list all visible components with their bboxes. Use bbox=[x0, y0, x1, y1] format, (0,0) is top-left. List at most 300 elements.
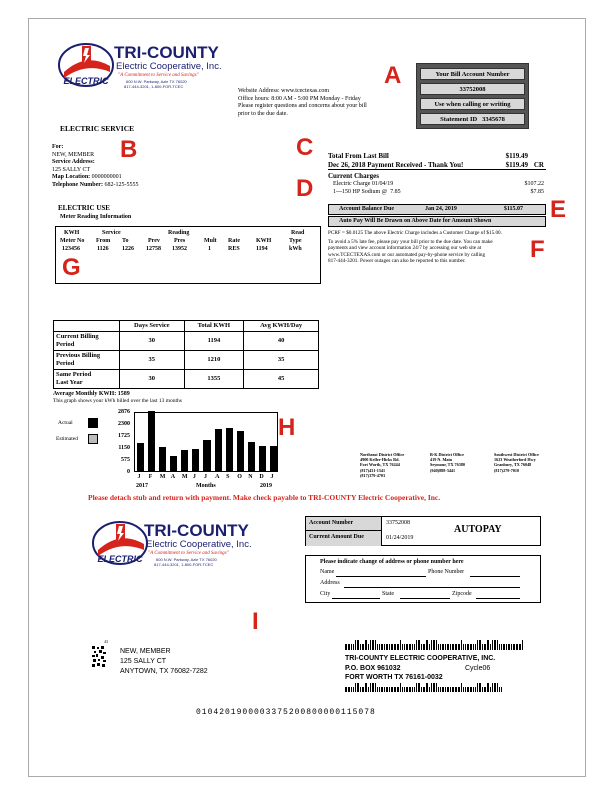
barcode-bar bbox=[381, 687, 383, 692]
barcode-bar bbox=[389, 644, 390, 650]
y-tick-label: 1725 bbox=[118, 433, 130, 439]
statement-value: 3345678 bbox=[482, 116, 505, 123]
usage-avg: 45 bbox=[244, 369, 319, 388]
avg-monthly-kwh: Average Monthly KWH: 1589 bbox=[53, 391, 130, 397]
barcode-bar bbox=[477, 640, 478, 650]
stub-company-subname: Electric Cooperative, Inc. bbox=[146, 539, 252, 550]
usage-avg: 40 bbox=[244, 331, 319, 350]
office-phone: (817)279-7010 bbox=[494, 467, 520, 473]
remit-cycle: Cycle06 bbox=[465, 664, 491, 672]
barcode-bar bbox=[450, 687, 451, 692]
barcode-bar bbox=[416, 640, 417, 650]
logo-emblem bbox=[92, 520, 150, 566]
header-note-1: Please register questions and concerns about your bill bbox=[238, 103, 367, 109]
barcode-bar bbox=[394, 687, 396, 692]
city-label: City bbox=[320, 591, 331, 597]
barcode-bar bbox=[418, 640, 420, 650]
chart-bar bbox=[181, 450, 188, 471]
statement-label: Statement ID bbox=[440, 116, 478, 123]
office-line1: 419 N. Main bbox=[430, 457, 452, 463]
total-last-bill-label: Total From Last Bill bbox=[328, 152, 389, 160]
usage-row-label1: Same Period bbox=[56, 371, 92, 378]
legend-actual-label: Actual bbox=[58, 420, 73, 426]
barcode-bar bbox=[409, 644, 411, 650]
meter-col-prev: Prev bbox=[148, 238, 160, 244]
barcode-bar bbox=[494, 683, 496, 692]
barcode-bar bbox=[445, 644, 446, 650]
marker-d: D bbox=[296, 175, 314, 202]
usage-kwh: 1194 bbox=[184, 331, 244, 350]
stub-company-phones: 817-444-3201, 1-800-FOR-TCEC bbox=[154, 562, 214, 567]
barcode-bar bbox=[400, 640, 401, 650]
stub-company-tagline: "A Commitment to Service and Savings" bbox=[148, 551, 229, 556]
usage-row bbox=[54, 369, 319, 388]
office-phone: (817)431-1541 bbox=[360, 467, 386, 473]
barcode-bar bbox=[433, 640, 435, 650]
barcode-bar bbox=[368, 687, 369, 692]
barcode-bar bbox=[362, 644, 364, 650]
office-line2: Seymour, TX 76380 bbox=[430, 462, 466, 468]
chart-bar bbox=[270, 446, 277, 471]
barcode-bar bbox=[370, 683, 371, 692]
barcode-bar bbox=[513, 644, 515, 650]
x-tick-label: J bbox=[137, 474, 141, 480]
barcode-bar bbox=[490, 644, 491, 650]
barcode-bar bbox=[368, 644, 369, 650]
barcode-bar bbox=[455, 644, 457, 650]
office-line2: Granbury, TX 76048 bbox=[494, 462, 532, 468]
chart-bar bbox=[203, 440, 210, 471]
barcode-bar bbox=[375, 640, 376, 650]
barcode-bar bbox=[353, 687, 354, 692]
barcode-bar bbox=[377, 687, 378, 692]
usage-days: 30 bbox=[120, 331, 185, 350]
barcode-bar bbox=[412, 687, 413, 692]
usage-table bbox=[53, 320, 319, 389]
barcode-bar bbox=[458, 687, 460, 692]
meter-val-kwh: 1194 bbox=[256, 246, 268, 252]
barcode-bar bbox=[421, 687, 422, 692]
autopay-row: Auto Pay Will Be Drawn on Above Date for Amount Shown bbox=[328, 216, 546, 227]
remit-line3: FORT WORTH TX 76161-0032 bbox=[345, 674, 443, 681]
office-fax: (817)379-4703 bbox=[360, 472, 386, 478]
meter-head-reading: Reading bbox=[168, 230, 190, 236]
barcode-bar bbox=[467, 687, 469, 692]
balance-label: Account Balance Due bbox=[339, 206, 394, 212]
zip-label: Zipcode bbox=[452, 591, 472, 597]
barcode-bar bbox=[406, 644, 408, 650]
barcode-bar bbox=[421, 644, 422, 650]
usage-row-label2: Period bbox=[56, 340, 75, 348]
barcode-bar bbox=[463, 644, 464, 650]
x-tick-label: J bbox=[204, 474, 207, 480]
x-tick-label: J bbox=[270, 474, 274, 480]
meter-head-kwh: KWH bbox=[64, 230, 80, 236]
website-text: Website Address: www.tcectexas.com bbox=[238, 88, 330, 94]
map-value: 0000000001 bbox=[91, 174, 122, 180]
x-tick-label: A bbox=[170, 474, 176, 480]
marker-e: E bbox=[550, 196, 567, 223]
barcode-bar bbox=[501, 687, 502, 692]
barcode-bar bbox=[370, 640, 371, 650]
company-phones: 817-444-3201, 1-800-FOR-TCEC bbox=[124, 84, 184, 89]
barcode-bar bbox=[362, 687, 364, 692]
barcode-bar bbox=[487, 640, 489, 650]
barcode-bar bbox=[519, 644, 521, 650]
barcode-bar bbox=[412, 644, 413, 650]
barcode-bar bbox=[497, 640, 498, 650]
chart-bar bbox=[170, 456, 177, 471]
address-label: Address bbox=[320, 580, 340, 586]
barcode-bar bbox=[447, 687, 449, 692]
balance-value: $115.07 bbox=[503, 206, 523, 212]
name-field[interactable] bbox=[336, 576, 426, 577]
barcode-bar bbox=[397, 644, 399, 650]
meter-info-title: Meter Reading Information bbox=[60, 214, 132, 220]
remit-barcode bbox=[345, 640, 525, 650]
logo-emblem bbox=[58, 42, 116, 88]
barcode-bar bbox=[482, 687, 483, 692]
x-tick-label: S bbox=[226, 474, 230, 480]
marker-c: C bbox=[296, 134, 314, 161]
barcode-bar bbox=[436, 640, 437, 650]
barcode-bar bbox=[402, 687, 403, 692]
usage-row-label bbox=[54, 350, 120, 369]
barcode-bar bbox=[499, 644, 500, 650]
chart-bar bbox=[226, 428, 233, 471]
meter-box bbox=[55, 226, 321, 284]
usage-chart bbox=[54, 406, 284, 496]
meter-val-rate: RES bbox=[228, 246, 240, 252]
marker-a: A bbox=[384, 62, 402, 89]
barcode-bar bbox=[381, 644, 383, 650]
marker-f: F bbox=[530, 236, 545, 263]
barcode-bar bbox=[442, 644, 444, 650]
statement-id bbox=[420, 113, 525, 125]
usage-header-avg: Avg KWH/Day bbox=[244, 321, 319, 332]
barcode-bar bbox=[484, 644, 486, 650]
meter-val-pres: 13952 bbox=[172, 246, 187, 252]
barcode-bar bbox=[436, 683, 437, 692]
barcode-bar bbox=[372, 683, 374, 692]
late-fee-note-3: www.TCECTEXAS.com or our automated pay-by-phone service by calling bbox=[328, 251, 486, 258]
barcode-bar bbox=[418, 683, 420, 692]
x-tick-label: M bbox=[181, 474, 188, 480]
barcode-bar bbox=[384, 687, 385, 692]
city-row bbox=[320, 591, 520, 600]
barcode-bar bbox=[386, 687, 388, 692]
barcode-bar bbox=[461, 640, 462, 650]
barcode-bar bbox=[497, 683, 498, 692]
payment-cr: CR bbox=[533, 161, 544, 169]
bill-summary bbox=[328, 152, 546, 197]
office-southwest bbox=[494, 452, 560, 473]
barcode-bar bbox=[360, 644, 361, 650]
postal-barcode bbox=[345, 683, 505, 692]
barcode-bar bbox=[409, 687, 411, 692]
barcode-bar bbox=[360, 687, 361, 692]
member-name: NEW, MEMBER bbox=[52, 151, 95, 158]
late-fee-note-1: To avoid a 5% late fee, please pay your bill prior to the due date. You can make bbox=[328, 238, 493, 245]
barcode-bar bbox=[475, 687, 476, 692]
mail-seq: 43 bbox=[104, 639, 108, 644]
name-label: Name bbox=[320, 569, 335, 575]
usage-row-label2: Period bbox=[56, 359, 75, 367]
usage-kwh: 1210 bbox=[184, 350, 244, 369]
office-hours: Office hours: 8:00 AM - 5:00 PM Monday - Friday bbox=[238, 95, 361, 102]
barcode-bar bbox=[511, 644, 512, 650]
chart-bar bbox=[259, 446, 266, 471]
company-tagline: "A Commitment to Service and Savings" bbox=[118, 73, 199, 78]
chart-bar bbox=[248, 442, 255, 471]
barcode-bar bbox=[357, 640, 359, 650]
phone-field[interactable] bbox=[470, 576, 520, 577]
change-address-title: Please indicate change of address or phone number here bbox=[320, 559, 464, 565]
barcode-bar bbox=[467, 644, 469, 650]
balance-due-row bbox=[328, 204, 546, 215]
address-row bbox=[320, 580, 520, 589]
company-name: TRI-COUNTY bbox=[114, 43, 219, 62]
y-tick-label: 1150 bbox=[118, 445, 130, 451]
payment-label: Dec 26, 2018 Payment Received - Thank You! bbox=[328, 161, 464, 169]
service-address-label: Service Address: bbox=[52, 159, 95, 165]
use-when-writing: Use when calling or writing bbox=[420, 98, 525, 110]
barcode-bar bbox=[353, 644, 354, 650]
barcode-bar bbox=[372, 640, 374, 650]
meter-col-pres: Pres bbox=[174, 238, 186, 244]
account-number: 33752008 bbox=[420, 83, 525, 95]
barcode-bar bbox=[465, 644, 466, 650]
barcode-bar bbox=[433, 683, 435, 692]
plot-area bbox=[134, 412, 278, 472]
legend-estimated-label: Estimated bbox=[56, 436, 78, 442]
barcode-bar bbox=[345, 644, 347, 650]
office-name: Southwest District Office bbox=[494, 452, 539, 457]
charge2-label: 1---150 HP Sodium @ bbox=[333, 188, 388, 195]
barcode-bar bbox=[357, 683, 359, 692]
y-tick-label: 0 bbox=[127, 469, 130, 475]
barcode-bar bbox=[431, 640, 432, 650]
meter-col-mult: Mult bbox=[204, 238, 217, 244]
stub-account-label: Account Number bbox=[306, 517, 382, 531]
meter-col-kwh: KWH bbox=[256, 238, 272, 244]
x-tick-label: D bbox=[259, 474, 264, 480]
legend-estimated-swatch bbox=[88, 434, 98, 444]
barcode-bar bbox=[458, 644, 460, 650]
company-subname: Electric Cooperative, Inc. bbox=[116, 61, 222, 72]
stub-account-value: 33752008 bbox=[386, 520, 410, 526]
barcode-bar bbox=[365, 640, 367, 650]
usage-header-blank bbox=[54, 321, 120, 332]
account-box-title: Your Bill Account Number bbox=[420, 68, 525, 80]
state-label: State bbox=[382, 591, 394, 597]
usage-row-label1: Previous Billing bbox=[56, 352, 101, 359]
barcode-bar bbox=[351, 644, 352, 650]
barcode-bar bbox=[416, 683, 417, 692]
barcode-bar bbox=[429, 687, 430, 692]
office-northeast bbox=[360, 452, 420, 478]
office-name: Northeast District Office bbox=[360, 452, 405, 457]
barcode-bar bbox=[402, 644, 403, 650]
barcode-bar bbox=[516, 644, 518, 650]
barcode-bar bbox=[406, 687, 408, 692]
usage-row-label1: Current Billing bbox=[56, 333, 99, 340]
stub-due-value: 01/24/2019 bbox=[386, 535, 414, 541]
barcode-bar bbox=[429, 644, 430, 650]
svg-text:ELECTRIC: ELECTRIC bbox=[97, 554, 143, 564]
barcode-bar bbox=[404, 644, 405, 650]
mailing-address bbox=[120, 647, 208, 677]
legend-actual-swatch bbox=[88, 418, 98, 428]
charge1-value: $107.22 bbox=[524, 180, 544, 187]
mail-line2: 125 SALLY CT bbox=[120, 658, 167, 665]
barcode-bar bbox=[477, 683, 478, 692]
usage-header-days: Days Service bbox=[120, 321, 185, 332]
current-charges-label: Current Charges bbox=[328, 172, 380, 180]
meter-val-to: 1226 bbox=[122, 246, 134, 252]
barcode-bar bbox=[375, 683, 376, 692]
barcode-bar bbox=[438, 644, 439, 650]
x-tick-label: A bbox=[215, 474, 220, 480]
usage-header-row bbox=[54, 321, 319, 332]
address-field[interactable] bbox=[344, 587, 520, 588]
barcode-bar bbox=[479, 640, 481, 650]
qr-code-icon bbox=[92, 646, 106, 668]
barcode-bar bbox=[455, 687, 457, 692]
marker-g: G bbox=[62, 254, 81, 281]
company-address: 600 N.W. Parkway, Azle TX 76020 bbox=[126, 79, 187, 84]
header-note-2: prior to the due date. bbox=[238, 110, 288, 117]
y-tick-label: 575 bbox=[121, 457, 130, 463]
barcode-bar bbox=[426, 683, 428, 692]
barcode-bar bbox=[473, 687, 474, 692]
barcode-bar bbox=[487, 683, 489, 692]
barcode-bar bbox=[426, 640, 428, 650]
meter-col-type: Type bbox=[289, 238, 302, 244]
total-last-bill-value: $119.49 bbox=[505, 152, 528, 160]
office-line1: 4900 Keller-Hicks Rd. bbox=[360, 457, 400, 463]
pcrf-note: PCRF = $0.0125 The above Electric Charge includes a Customer Charge of $15.00. bbox=[328, 230, 502, 236]
meter-val-prev: 12758 bbox=[146, 246, 161, 252]
barcode-bar bbox=[404, 687, 405, 692]
meter-val-type: kWh bbox=[289, 246, 302, 252]
usage-days: 30 bbox=[120, 369, 185, 388]
barcode-bar bbox=[391, 687, 393, 692]
electric-service-title: ELECTRIC SERVICE bbox=[60, 124, 135, 133]
year-start: 2017 bbox=[136, 483, 148, 489]
bill-notes bbox=[328, 230, 544, 265]
barcode-bar bbox=[452, 687, 454, 692]
phone-label: Telephone Number: bbox=[52, 181, 103, 188]
meter-col-to: To bbox=[122, 238, 129, 244]
meter-val-meterno: 123456 bbox=[62, 246, 80, 252]
meter-head-service: Service bbox=[102, 230, 121, 236]
marker-i: I bbox=[252, 608, 259, 635]
x-axis-title: Months bbox=[196, 483, 216, 489]
stub-company-name: TRI-COUNTY bbox=[144, 521, 249, 540]
zip-field[interactable] bbox=[476, 598, 520, 599]
barcode-bar bbox=[355, 640, 356, 650]
usage-row-label bbox=[54, 369, 120, 388]
barcode-bar bbox=[438, 687, 439, 692]
barcode-bar bbox=[355, 683, 356, 692]
barcode-bar bbox=[351, 687, 352, 692]
barcode-bar bbox=[447, 644, 449, 650]
change-address-form bbox=[305, 555, 541, 603]
scanline: 0104201900003375200800000115078 bbox=[196, 708, 376, 717]
chart-bar bbox=[159, 447, 166, 471]
barcode-bar bbox=[414, 687, 415, 692]
charge2-value: $7.85 bbox=[530, 188, 544, 195]
service-address: 125 SALLY CT bbox=[52, 166, 91, 173]
barcode-bar bbox=[431, 683, 432, 692]
barcode-bar bbox=[465, 687, 466, 692]
barcode-bar bbox=[365, 683, 367, 692]
x-tick-label: J bbox=[192, 474, 196, 480]
barcode-bar bbox=[492, 683, 493, 692]
barcode-bar bbox=[348, 644, 350, 650]
stub-autopay: AUTOPAY bbox=[454, 524, 502, 535]
usage-row bbox=[54, 350, 319, 369]
header-info bbox=[238, 88, 418, 118]
mail-line1: NEW, MEMBER bbox=[120, 648, 171, 655]
office-name: B-K District Office bbox=[430, 452, 464, 457]
year-end: 2019 bbox=[260, 483, 272, 489]
map-label: Map Location: bbox=[52, 174, 91, 180]
account-box bbox=[416, 63, 529, 129]
barcode-bar bbox=[470, 687, 472, 692]
marker-h: H bbox=[278, 414, 296, 441]
barcode-bar bbox=[389, 687, 390, 692]
y-tick-label: 2876 bbox=[118, 409, 130, 415]
barcode-bar bbox=[400, 683, 401, 692]
name-row bbox=[320, 569, 520, 578]
stub-due-label: Current Amount Due bbox=[306, 531, 382, 546]
state-field[interactable] bbox=[400, 598, 450, 599]
remit-line2: P.O. BOX 961032 bbox=[345, 664, 401, 672]
barcode-bar bbox=[445, 687, 446, 692]
chart-bar bbox=[215, 429, 222, 471]
barcode-bar bbox=[379, 644, 380, 650]
barcode-bar bbox=[452, 644, 454, 650]
barcode-bar bbox=[394, 644, 396, 650]
x-tick-label: O bbox=[237, 474, 242, 480]
usage-kwh: 1355 bbox=[184, 369, 244, 388]
for-label: For: bbox=[52, 144, 64, 150]
x-tick-label: F bbox=[148, 474, 153, 480]
phone-value: 682-125-5555 bbox=[104, 181, 139, 188]
balance-date: Jan 24, 2019 bbox=[425, 206, 457, 212]
usage-header-kwh: Total KWH bbox=[184, 321, 244, 332]
y-tick-label: 2300 bbox=[118, 421, 130, 427]
svg-text:ELECTRIC: ELECTRIC bbox=[63, 76, 109, 86]
meter-head-read: Read bbox=[291, 230, 305, 236]
barcode-bar bbox=[345, 687, 347, 692]
usage-row-label bbox=[54, 331, 120, 350]
office-phone: (940)888-3441 bbox=[430, 467, 456, 473]
barcode-bar bbox=[475, 644, 476, 650]
office-line1: 1623 Weatherford Hwy bbox=[494, 457, 536, 463]
stub-logo bbox=[92, 520, 292, 570]
city-field[interactable] bbox=[332, 598, 380, 599]
barcode-bar bbox=[501, 644, 502, 650]
barcode-bar bbox=[423, 644, 425, 650]
x-tick-label: N bbox=[248, 474, 253, 480]
barcode-bar bbox=[484, 687, 486, 692]
office-bk bbox=[430, 452, 490, 473]
usage-avg: 35 bbox=[244, 350, 319, 369]
stub-company-address: 600 N.W. Parkway, Azle TX 76020 bbox=[156, 557, 217, 562]
